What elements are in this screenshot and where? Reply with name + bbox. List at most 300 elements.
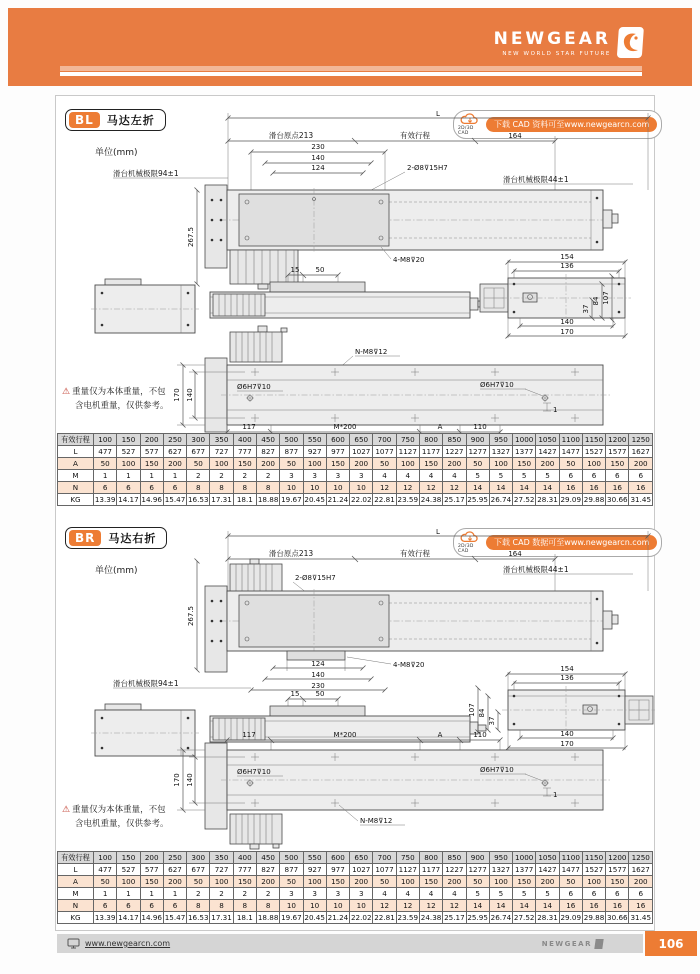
table-cell: 150: [233, 458, 256, 470]
table-cell: 50: [373, 876, 396, 888]
cad-link-text: 下载 CAD 数据可至www.newgearcn.com: [486, 535, 657, 550]
label-nm8: N-M8⊽12: [355, 348, 388, 356]
table-cell: N: [58, 900, 94, 912]
table-cell: 100: [489, 458, 512, 470]
bl-bottom-view: [173, 326, 611, 435]
model-title: 马达右折: [108, 532, 157, 545]
dim-m200: M*200: [333, 423, 357, 431]
table-cell: 2: [256, 470, 279, 482]
table-cell: 6: [117, 482, 140, 494]
table-cell: 150: [513, 458, 536, 470]
table-cell: 12: [443, 482, 466, 494]
table-cell: 900: [466, 852, 489, 864]
warning-icon: ⚠: [62, 387, 71, 397]
dim-50: 50: [315, 690, 325, 698]
monitor-icon: [67, 934, 80, 953]
table-row-M: [58, 470, 653, 482]
table-cell: 1: [140, 888, 163, 900]
table-cell: 600: [326, 852, 349, 864]
table-cell: 16.53: [187, 495, 209, 504]
table-cell: 50: [187, 876, 210, 888]
table-cell: 150: [140, 876, 163, 888]
table-cell: 1377: [513, 864, 536, 876]
table-cell: 3: [326, 888, 349, 900]
table-cell: 14: [513, 482, 536, 494]
table-cell: KG: [58, 494, 94, 506]
table-cell: 28.31: [537, 495, 558, 504]
table-cell: 1100: [559, 852, 582, 864]
table-cell: 6: [559, 888, 582, 900]
table-cell: 16: [582, 482, 605, 494]
table-cell: 16: [559, 482, 582, 494]
dim-170-left: 170: [173, 388, 181, 402]
table-cell: 100: [396, 876, 419, 888]
table-cell: 1177: [419, 864, 442, 876]
dim-stroke: 有效行程: [400, 549, 430, 558]
table-cell: 800: [419, 852, 442, 864]
table-cell: 8: [210, 482, 233, 494]
table-cell: 627: [163, 446, 186, 458]
table-cell: 1277: [466, 864, 489, 876]
table-cell: 150: [233, 876, 256, 888]
table-cell: 8: [187, 482, 210, 494]
table-cell: 31.45: [630, 913, 652, 922]
table-cell: 14.17: [118, 495, 139, 504]
table-cell: 5: [536, 888, 559, 900]
table-cell: 150: [606, 876, 629, 888]
table-row-L: [58, 446, 653, 458]
table-cell: 14: [536, 900, 559, 912]
table-cell: 877: [280, 446, 303, 458]
table-cell: 3: [350, 888, 373, 900]
table-cell: 22.81: [374, 913, 395, 922]
table-cell: 4: [443, 470, 466, 482]
table-cell: 18.1: [233, 494, 256, 506]
table-cell: 200: [256, 458, 279, 470]
label-m8: 4-M8⊽20: [393, 256, 425, 264]
table-row-KG: [58, 912, 653, 924]
table-cell: 8: [256, 482, 279, 494]
cad-cloud-icon: 2D/3D CAD: [458, 113, 482, 136]
table-cell: 2: [187, 470, 210, 482]
table-cell: 2: [210, 888, 233, 900]
header-stripe: [60, 66, 642, 71]
table-cell: 6: [606, 888, 629, 900]
unit-label: 单位(mm): [95, 148, 138, 158]
table-cell: 150: [419, 458, 442, 470]
table-cell: 3: [280, 470, 303, 482]
dim-origin: 滑台原点213: [268, 131, 314, 140]
table-row-N: [58, 900, 653, 912]
table-cell: 200: [536, 458, 559, 470]
table-cell: 1527: [582, 864, 605, 876]
table-cell: 22.02: [350, 913, 372, 922]
table-cell: 25.17: [444, 495, 465, 504]
label-limit44: 滑台机械极限44±1: [503, 565, 569, 574]
table-cell: 4: [373, 888, 396, 900]
table-cell: 550: [303, 852, 326, 864]
table-cell: 500: [280, 434, 303, 446]
table-cell: 13.39: [94, 913, 116, 922]
table-cell: 50: [94, 458, 117, 470]
table-cell: 100: [210, 458, 233, 470]
table-cell: 29.88: [583, 913, 605, 922]
table-cell: 1477: [559, 864, 582, 876]
table-cell: 3: [350, 470, 373, 482]
dim-m200: M*200: [333, 731, 357, 739]
dim-136: 136: [560, 674, 574, 682]
table-cell: 16: [559, 900, 582, 912]
table-cell: 6: [117, 900, 140, 912]
dimension-table-bl: [57, 433, 653, 506]
table-cell: 20.45: [304, 913, 325, 922]
table-cell: 8: [256, 900, 279, 912]
table-cell: 4: [419, 888, 442, 900]
table-cell: 1027: [350, 446, 373, 458]
drawing-br: [55, 528, 655, 850]
table-cell: 450: [256, 852, 279, 864]
dim-164: 164: [508, 132, 522, 140]
footer-website-link[interactable]: www.newgearcn.com: [85, 939, 171, 948]
dim-140-left: 140: [186, 773, 194, 787]
dim-140: 140: [311, 154, 325, 162]
unit-label: 单位(mm): [95, 566, 138, 576]
footer-bar: [57, 934, 643, 953]
table-cell: 950: [489, 852, 512, 864]
table-cell: 22.02: [350, 495, 372, 504]
dim-124: 124: [311, 660, 325, 668]
page-number-badge: 106: [645, 931, 697, 956]
table-cell: 16.53: [187, 913, 209, 922]
table-cell: 50: [280, 876, 303, 888]
table-cell: 1077: [373, 446, 396, 458]
table-cell: 50: [94, 876, 117, 888]
dim-170-end: 170: [560, 740, 574, 748]
dim-267-5: 267.5: [187, 226, 195, 248]
table-cell: 25.95: [467, 913, 488, 922]
dim-50: 50: [315, 266, 325, 274]
table-cell: 15.47: [164, 495, 186, 504]
table-cell: 1427: [536, 446, 559, 458]
dim-124: 124: [311, 164, 325, 172]
table-cell: 5: [513, 470, 536, 482]
table-cell: 650: [350, 852, 373, 864]
table-cell: 1: [117, 470, 140, 482]
table-cell: 1277: [466, 446, 489, 458]
label-hole6-2: Ø6H7⊽10: [480, 381, 514, 389]
label-hole6-2: Ø6H7⊽10: [480, 766, 514, 774]
cad-cloud-icon: 2D/3D CAD: [458, 531, 482, 554]
table-cell: 20.45: [304, 495, 325, 504]
dim-A: A: [437, 423, 443, 431]
table-cell: 2: [256, 888, 279, 900]
dim-140: 140: [311, 671, 325, 679]
table-cell: 1227: [443, 446, 466, 458]
table-cell: 14: [489, 900, 512, 912]
dim-154: 154: [560, 665, 574, 673]
table-cell: 1: [163, 470, 186, 482]
table-cell: 750: [396, 434, 419, 446]
table-cell: 13.39: [94, 495, 116, 504]
table-cell: M: [58, 888, 94, 900]
label-nm8: N-M8⊽12: [360, 817, 393, 825]
table-cell: N: [58, 482, 94, 494]
table-cell: KG: [58, 912, 94, 924]
table-cell: 200: [629, 876, 653, 888]
table-cell: 25.17: [444, 913, 465, 922]
table-cell: 150: [419, 876, 442, 888]
table-row-A: [58, 458, 653, 470]
dimension-table-br: [57, 851, 653, 924]
table-cell: 100: [210, 876, 233, 888]
table-cell: 577: [140, 446, 163, 458]
table-cell: 1527: [582, 446, 605, 458]
table-cell: 26.74: [490, 495, 512, 504]
page-header: [8, 8, 692, 86]
table-cell: 10: [280, 900, 303, 912]
br-side-views: [91, 690, 486, 756]
table-cell: 16: [606, 482, 629, 494]
table-cell: 700: [373, 852, 396, 864]
table-cell: 1627: [629, 864, 653, 876]
table-cell: 17.31: [211, 495, 232, 504]
table-cell: 6: [582, 470, 605, 482]
table-cell: A: [58, 458, 94, 470]
table-cell: 19.67: [281, 495, 302, 504]
label-limit94: 滑台机械极限94±1: [113, 169, 179, 178]
table-cell: 2: [210, 470, 233, 482]
table-cell: 1327: [489, 864, 512, 876]
table-cell: 200: [443, 458, 466, 470]
table-cell: 6: [94, 900, 117, 912]
table-cell: 100: [582, 458, 605, 470]
table-cell: 1: [94, 470, 117, 482]
table-cell: 577: [140, 864, 163, 876]
table-cell: 4: [373, 470, 396, 482]
model-title: 马达左折: [106, 114, 155, 127]
table-cell: 12: [419, 482, 442, 494]
table-cell: 650: [350, 434, 373, 446]
table-cell: 18.1: [233, 912, 256, 924]
table-cell: 777: [233, 446, 256, 458]
table-cell: 10: [350, 482, 373, 494]
table-cell: 1377: [513, 446, 536, 458]
dim-84: 84: [592, 296, 600, 306]
table-cell: 200: [629, 458, 653, 470]
table-cell: 25.95: [467, 495, 488, 504]
table-cell: 777: [233, 864, 256, 876]
table-cell: 21.24: [327, 913, 349, 922]
table-cell: 100: [117, 876, 140, 888]
section-br: [55, 513, 655, 931]
table-cell: 2: [187, 888, 210, 900]
table-cell: 950: [489, 434, 512, 446]
label-limit94: 滑台机械极限94±1: [113, 679, 179, 688]
table-cell: 400: [233, 434, 256, 446]
table-cell: 21.24: [327, 495, 349, 504]
table-cell: 200: [256, 876, 279, 888]
table-cell: 1477: [559, 446, 582, 458]
table-header-row: [58, 852, 653, 864]
footer-brand-icon: [594, 939, 603, 949]
table-cell: 200: [350, 876, 373, 888]
table-cell: 850: [443, 434, 466, 446]
dim-A: A: [437, 731, 443, 739]
table-cell: 31.45: [630, 495, 652, 504]
dim-164: 164: [508, 550, 522, 558]
br-end-view: [468, 665, 655, 750]
table-cell: 150: [117, 852, 140, 864]
table-cell: 50: [466, 458, 489, 470]
table-cell: 1000: [513, 434, 536, 446]
table-cell: 527: [117, 446, 140, 458]
table-cell: 800: [419, 434, 442, 446]
table-cell: 100: [94, 852, 117, 864]
table-cell: 14.96: [141, 495, 162, 504]
table-cell: 5: [466, 888, 489, 900]
table-cell: 850: [443, 852, 466, 864]
table-row-KG: [58, 494, 653, 506]
table-cell: 150: [606, 458, 629, 470]
table-cell: 150: [326, 458, 349, 470]
section-bl: [55, 95, 655, 513]
dim-1: 1: [553, 406, 558, 414]
table-cell: 50: [280, 458, 303, 470]
table-cell: 700: [373, 434, 396, 446]
dim-37: 37: [488, 716, 496, 726]
table-cell: 6: [582, 888, 605, 900]
table-cell: 3: [303, 888, 326, 900]
table-cell: 17.31: [211, 913, 232, 922]
cad-link-text: 下载 CAD 资料可至www.newgearcn.com: [486, 117, 657, 132]
table-cell: 29.09: [560, 495, 582, 504]
table-cell: 4: [396, 470, 419, 482]
table-cell: 14: [466, 900, 489, 912]
table-cell: 1577: [606, 864, 629, 876]
table-cell: 100: [489, 876, 512, 888]
model-code: BL: [69, 112, 100, 128]
table-cell: 50: [466, 876, 489, 888]
table-cell: 14: [466, 482, 489, 494]
dim-140-left: 140: [186, 388, 194, 402]
table-cell: 1050: [536, 434, 559, 446]
table-cell: 24.38: [420, 495, 442, 504]
dim-230: 230: [311, 682, 325, 690]
table-cell: 727: [210, 446, 233, 458]
table-cell: 250: [163, 434, 186, 446]
table-cell: 27.52: [513, 495, 535, 504]
table-cell: 1250: [629, 434, 653, 446]
label-holes8: 2-Ø8⊽15H7: [295, 574, 336, 582]
table-cell: 50: [559, 876, 582, 888]
table-cell: 4: [396, 888, 419, 900]
table-row-L: [58, 864, 653, 876]
table-cell: 12: [373, 482, 396, 494]
table-cell: 16: [629, 482, 653, 494]
dim-84: 84: [478, 708, 486, 718]
table-cell: 977: [326, 864, 349, 876]
table-cell: 5: [466, 470, 489, 482]
table-cell: 550: [303, 434, 326, 446]
table-cell: 927: [303, 864, 326, 876]
table-cell: 10: [303, 900, 326, 912]
table-cell: 27.52: [513, 913, 535, 922]
dim-1: 1: [553, 791, 558, 799]
table-cell: 14.96: [141, 913, 162, 922]
table-cell: 1: [140, 470, 163, 482]
table-cell: 3: [326, 470, 349, 482]
table-cell: 200: [140, 852, 163, 864]
table-cell: 6: [140, 482, 163, 494]
table-cell: 6: [140, 900, 163, 912]
table-cell: 877: [280, 864, 303, 876]
table-cell: 14: [513, 900, 536, 912]
table-cell: 100: [303, 876, 326, 888]
table-cell: 16: [606, 900, 629, 912]
brand-tagline: NEW WORLD STAR FUTURE: [502, 50, 611, 57]
table-cell: 2: [233, 888, 256, 900]
table-cell: 22.81: [374, 495, 395, 504]
table-cell: 600: [326, 434, 349, 446]
table-cell: 15.47: [164, 913, 186, 922]
dim-170-end: 170: [560, 328, 574, 336]
table-cell: 477: [94, 446, 117, 458]
table-cell: 10: [350, 900, 373, 912]
table-cell: 1250: [629, 852, 653, 864]
table-cell: 477: [94, 864, 117, 876]
model-code: BR: [69, 530, 101, 546]
table-cell: 18.88: [257, 913, 279, 922]
table-cell: 1177: [419, 446, 442, 458]
dim-230: 230: [311, 143, 325, 151]
table-cell: 8: [233, 900, 256, 912]
header-stripe: [60, 72, 642, 76]
table-cell: 30.66: [607, 913, 628, 922]
table-cell: 28.31: [537, 913, 558, 922]
table-cell: 1100: [559, 434, 582, 446]
table-cell: 5: [536, 470, 559, 482]
table-cell: 14.17: [118, 913, 139, 922]
table-cell: 有效行程: [58, 434, 94, 446]
table-cell: 50: [559, 458, 582, 470]
table-cell: 14: [489, 482, 512, 494]
table-cell: 10: [280, 482, 303, 494]
table-header-row: [58, 434, 653, 446]
table-cell: 12: [396, 482, 419, 494]
table-cell: 29.88: [583, 495, 605, 504]
table-cell: 1000: [513, 852, 536, 864]
table-cell: 1127: [396, 864, 419, 876]
brand-name: NEWGEAR: [493, 28, 611, 49]
table-cell: 927: [303, 446, 326, 458]
table-cell: 23.59: [397, 495, 419, 504]
table-cell: 10: [326, 900, 349, 912]
table-cell: 10: [326, 482, 349, 494]
table-cell: 12: [373, 900, 396, 912]
table-cell: 30.66: [607, 495, 628, 504]
table-cell: L: [58, 446, 94, 458]
table-cell: 100: [303, 458, 326, 470]
table-cell: 100: [582, 876, 605, 888]
table-cell: 14: [536, 482, 559, 494]
table-cell: 527: [117, 864, 140, 876]
table-cell: 350: [210, 852, 233, 864]
table-cell: 627: [163, 864, 186, 876]
table-cell: 827: [256, 446, 279, 458]
table-cell: 8: [187, 900, 210, 912]
dim-15: 15: [290, 690, 300, 698]
table-cell: 6: [606, 470, 629, 482]
